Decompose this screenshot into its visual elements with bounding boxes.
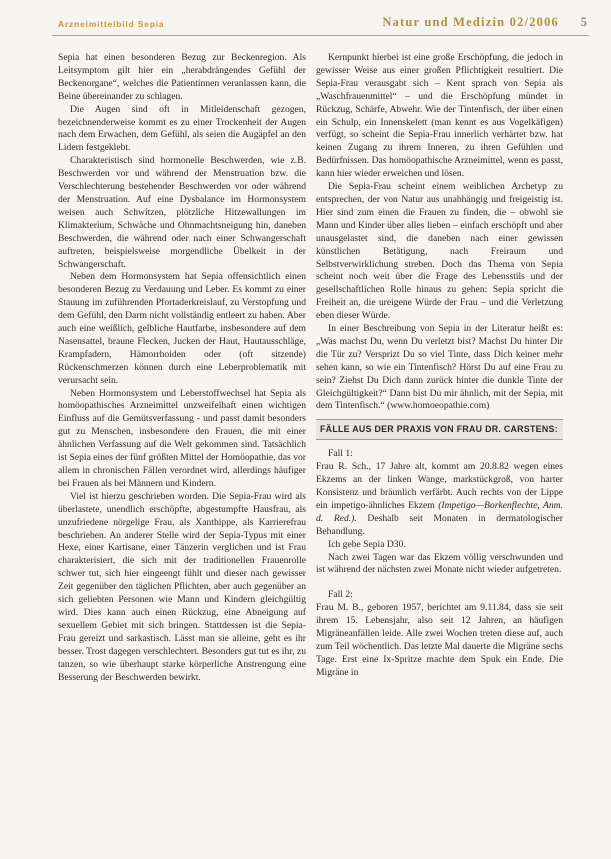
paragraph: Charakteristisch sind hormonelle Beschwerden, wie z.B. Beschwerden vor und während der Menstruation bzw. die Verschlechterung bestehender Beschwerden vor oder während der Menstruation. Auf eine Dysbalance im Hormonsystem weisen auch Schwitzen, plötzliche Hitzewallungen im Klimakterium, Schwäche und Ohnmachtsneigung hin, daneben Beschwerden, die während oder nach einer Schwangerschaft auftreten, beispielsweise morgendliche Übelkeit in der Schwangerschaft. xyxy=(58,155,306,270)
paragraph: In einer Beschreibung von Sepia in der Literatur heißt es: „Was machst Du, wenn Du verletzt bist? Machst Du hinter Dir die Tür zu? Versprizt Du so viel Tinte, dass Dich keiner mehr sehen kann, so wie ein Tintenfisch? Hörst Du auf eine Frau zu sein? Ziehst Du Dich dann zurück hinter die dunkle Tinte der Gleichgültigkeit?“ Dann bist Du mir ähnlich, mit der Sepia, mit dem Tintenfisch.“ (www.homoeopathie.com) xyxy=(316,323,563,412)
case-2-title: Fall 2: xyxy=(328,589,353,601)
case-1-note: (Impetigo—Borkenflechte, Anm. d. Red.). xyxy=(316,499,563,524)
paragraph: Die Sepia-Frau scheint einem weiblichen Archetyp zu entsprechen, der von Natur aus unabhängig und freigeistig ist. Hier sind zum einen die Frauen zu finden, die – obwohl sie Mann und Kinder über alles lieben – einfach erschöpft und aber unausgelastet sind, die daneben nach einer gewissen künstlichen Betätigung, nach Freiraum und Selbstverwirklichung streben. Doch das Thema von Sepia scheint noch weit über die Frage des Lebensstils und der gesellschaftlichen Rolle hinaus zu gehen: Sepia spricht die Freiheit an, die ureigene Würde der Frau – und die Verletzung eben dieser Würde. xyxy=(316,181,563,322)
paragraph: Kernpunkt hierbei ist eine große Erschöpfung, die jedoch in gewisser Weise aus einer großen Pflichtigkeit resultiert. Die Sepia-Frau verausgabt sich – Kent sprach von Sepia als „Waschfrauenmittel“ – und die Erschöpfung mündet in Rückzug, Schärfe, Abwehr. Wie der Tintenfisch, der über einen ein Schulp, ein Innenskelett (man kennt es aus Vogelkäfigen) verfügt, so scheint die Sepia-Frau innerlich verhärtet bzw. hat keinen Zugang zu ihrem Inneren, zu ihren Gefühlen und Bedürfnissen. Das homöopathische Arzneimittel, wenn es passt, kann hier wieder erweichen und lösen. xyxy=(316,52,563,180)
case-box-title: FÄLLE AUS DER PRAXIS VON FRAU DR. CARSTENS: xyxy=(316,419,563,440)
running-head-right: Natur und Medizin 02/2006 xyxy=(382,15,559,29)
case-1-title: Fall 1: xyxy=(328,448,353,460)
page-number: 5 xyxy=(580,15,587,29)
paragraph: Neben dem Hormonsystem hat Sepia offensichtlich einen besonderen Bezug zu Verdauung und Leber. Es kommt zu einer Stauung im zuführenden Pfortaderkreislauf, zu Verstopfung und dem Gefühl, den Darm nicht vollständig entleert zu haben. Aber auch eine weißlich, gelbliche Hautfarbe, insbesondere auf dem Nasensattel, braune Flecken, Jucken der Haut, Hautausschläge, Krampfadern, Hämorrhoiden oder (oft sitzende) Rückenschmerzen können durch eine Leberproblematik mit verursacht sein. xyxy=(58,271,306,386)
running-head-left: Arzneimittelbild Sepia xyxy=(58,19,165,29)
case-1-result: Nach zwei Tagen war das Ekzem völlig verschwunden und ist während der nächsten zwei Monate nicht wieder aufgetreten. xyxy=(316,551,563,576)
paragraph: Sepia hat einen besonderen Bezug zur Beckenregion. Als Leitsymptom gilt hier ein „herabdrängendes Gefühl der Beckenorgane“, welches die Patientinnen veranlassen kann, die Beine übereinander zu schlagen. xyxy=(58,52,306,102)
paragraph: Viel ist hierzu geschrieben worden. Die Sepia-Frau wird als überlastete, unendlich erschöpfte, abgestumpfte Hausfrau, als unzufriedene nörgelige Frau, als Xanthippe, als Karrierefrau beschrieben. An anderer Stelle wird der Sepia-Typus mit einer Hexe, einer Kartisane, einer Tänzerin verglichen und ist Frau charakterisiert, die sich mit der traditionellen Frauenrolle schwer tut, sich hier eingeengt fühlt und dieser nach gewisser Zeit gegenüber den täglichen Pflichten, aber auch gegenüber an sich geliebten Personen wie Mann und Kindern gleichgültig wird. Dies kann auch einen Rückzug, eine Abneigung auf sexuellem Gebiet mit sich bringen. Stattdessen ist die Sepia-Frau gereizt und sarkastisch. Lässt man sie alleine, geht es ihr besser. Trost dagegen verschlechtert. Besonders gut tut es ihr, zu tanzen, so wie überhaupt starke körperliche Anstrengung eine Besserung der Beschwerden bewirkt. xyxy=(58,490,306,683)
case-2-text: Frau M. B., geboren 1957, berichtet am 9.11.84, dass sie seit ihrem 15. Lebensjahr, also seit 12 Jahren, an häufigen Migräneanfällen leide. Alle zwei Wochen treten diese auf, auch zum Teil wöchentlich. Das letzte Mal dauerte die Migräne sechs Tage. Erst eine Ix-Spritze machte dem Spuk ein Ende. Die Migräne in xyxy=(316,602,563,678)
paragraph: Die Augen sind oft in Mitleidenschaft gezogen, bezeichnenderweise kommt es zu einer Trockenheit der Augen nach dem Erwachen, dem Gefühl, als seien die Augäpfel an den Lidern festgeklebt. xyxy=(58,103,306,154)
header-rule xyxy=(52,35,589,36)
case-1-text-part: Deshalb seit Monaten in dermatologischer Behandlung. xyxy=(316,512,563,537)
paragraph: Neben Hormonsystem und Leberstoffwechsel hat Sepia als homöopathisches Arzneimittel unzweifelhaft einen wichtigen Einfluss auf die Gemütsverfassung - und passt damit besonders gut zu Menschen, insbesondere den Frauen, die mit einer ähnlichen Verfassung auf die Welt gekommen sind. Tatsächlich ist Sepia eines der fünf größten Mittel der Homöopathie, das vor allem in chronischen Fällen verordnet wird, allerdings häufiger bei Frauen als bei Männern und Kindern. xyxy=(58,387,306,489)
left-column xyxy=(58,52,306,684)
case-1-text xyxy=(316,461,563,538)
case-1-text-part: Frau R. Sch., 17 Jahre alt, kommt am 20.8.82 wegen eines Ekzems an der linken Wange, markstückgroß, von harter Konsistenz und bräunlich verfärbt. Auch rechts von der Lippe ein impetigo-ähnliches Ekzem xyxy=(316,461,563,511)
right-column xyxy=(316,52,563,680)
case-1-remedy: Ich gebe Sepia D30. xyxy=(328,538,406,550)
